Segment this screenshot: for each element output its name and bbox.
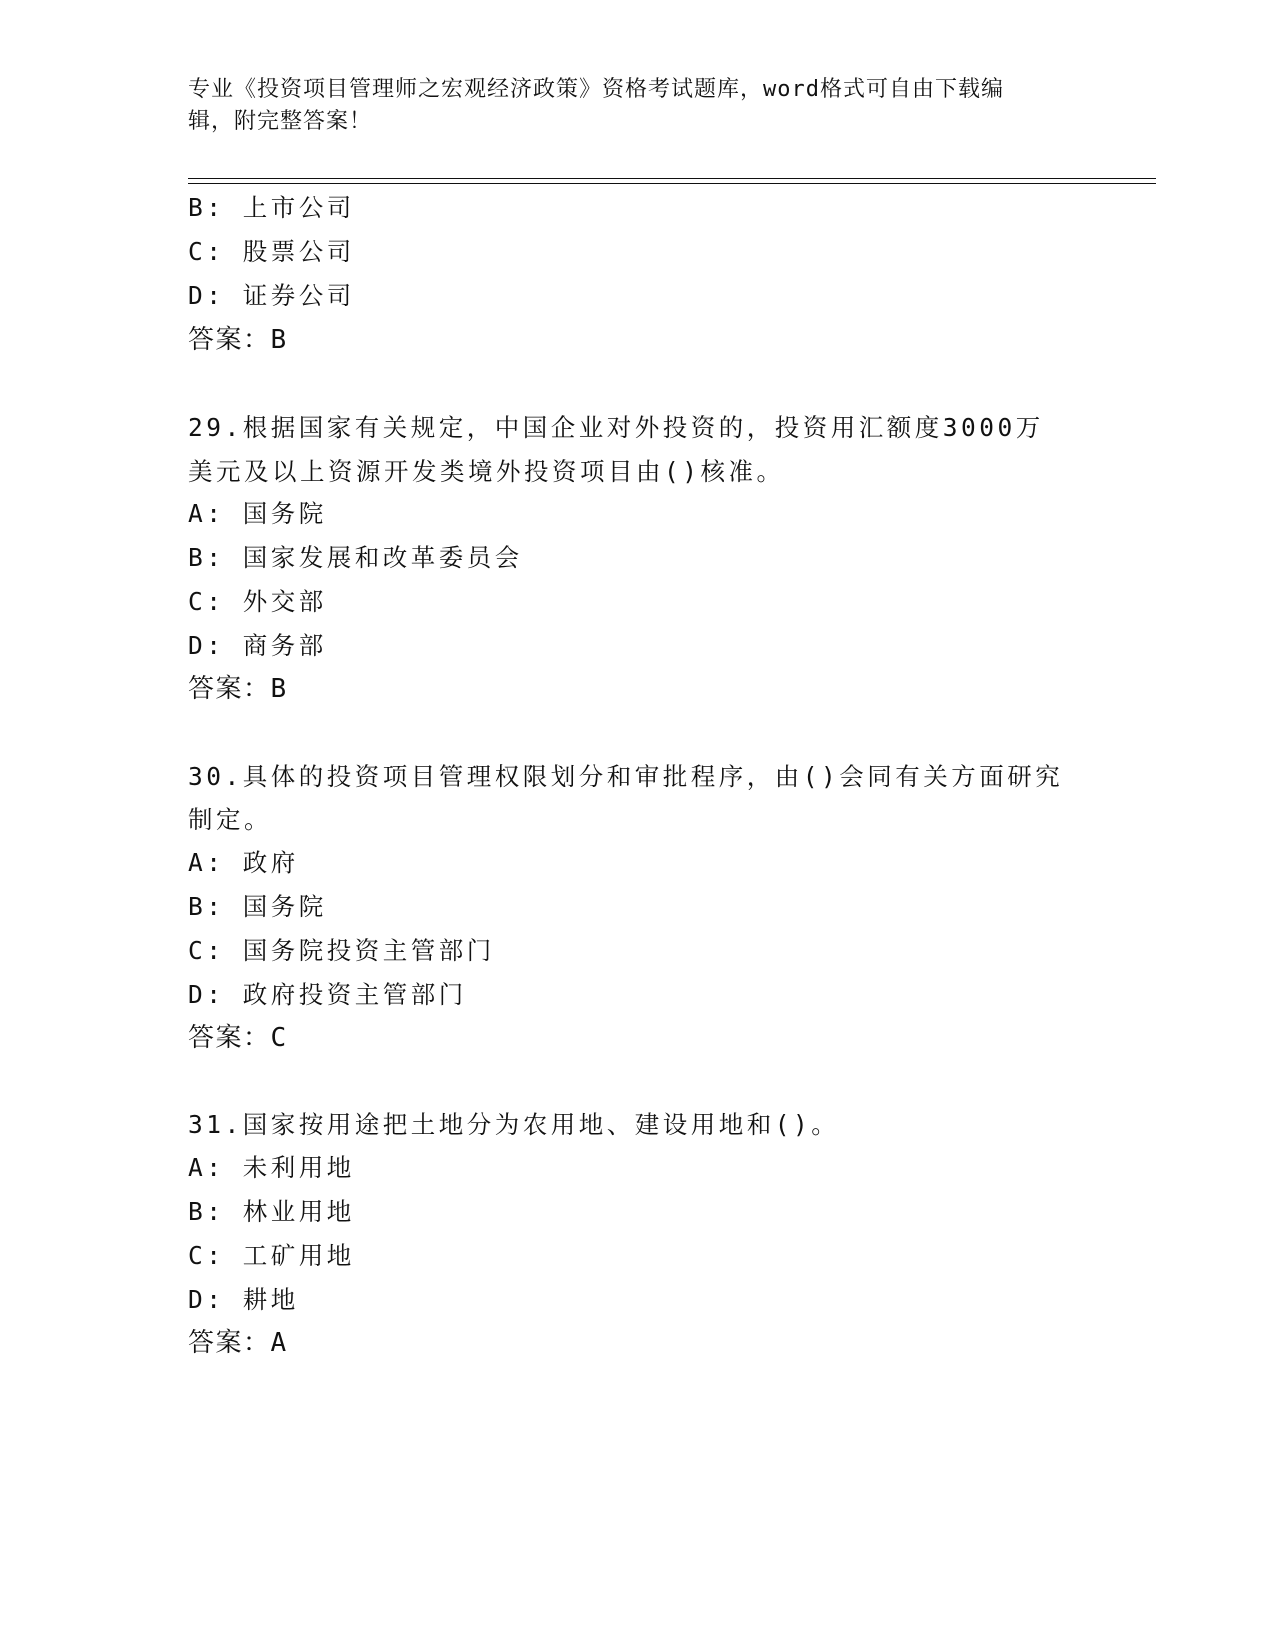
answer-line: 答案：B <box>188 325 288 355</box>
option-line: A: 国务院 <box>188 499 327 528</box>
question-stem-line: 30.具体的投资项目管理权限划分和审批程序，由()会同有关方面研究 <box>188 762 1064 791</box>
header-rule-top <box>188 178 1156 179</box>
question-stem-line: 制定。 <box>188 805 272 834</box>
option-line: D: 政府投资主管部门 <box>188 980 467 1009</box>
option-line: D: 商务部 <box>188 631 327 660</box>
answer-line: 答案：A <box>188 1328 288 1358</box>
option-line: B: 国务院 <box>188 892 327 921</box>
question-stem-line: 31.国家按用途把土地分为农用地、建设用地和()。 <box>188 1110 840 1139</box>
option-line: A: 政府 <box>188 848 299 877</box>
option-line: C: 外交部 <box>188 587 327 616</box>
option-line: D: 耕地 <box>188 1285 299 1314</box>
option-line: C: 国务院投资主管部门 <box>188 936 495 965</box>
option-line: A: 未利用地 <box>188 1153 355 1182</box>
option-line: B: 上市公司 <box>188 193 355 222</box>
option-line: C: 股票公司 <box>188 237 355 266</box>
option-line: B: 林业用地 <box>188 1197 355 1226</box>
question-stem-line: 29.根据国家有关规定，中国企业对外投资的，投资用汇额度3000万 <box>188 413 1044 442</box>
question-stem-line: 美元及以上资源开发类境外投资项目由()核准。 <box>188 457 785 486</box>
header-rule-bottom <box>188 183 1156 184</box>
answer-line: 答案：B <box>188 674 288 704</box>
option-line: B: 国家发展和改革委员会 <box>188 543 523 572</box>
answer-line: 答案：C <box>188 1023 288 1053</box>
document-header <box>188 74 1068 138</box>
option-line: C: 工矿用地 <box>188 1241 355 1270</box>
header-line-2: 辑，附完整答案！ <box>188 109 373 134</box>
header-line-1: 专业《投资项目管理师之宏观经济政策》资格考试题库，word格式可自由下载编 <box>188 77 1004 102</box>
option-line: D: 证券公司 <box>188 281 355 310</box>
